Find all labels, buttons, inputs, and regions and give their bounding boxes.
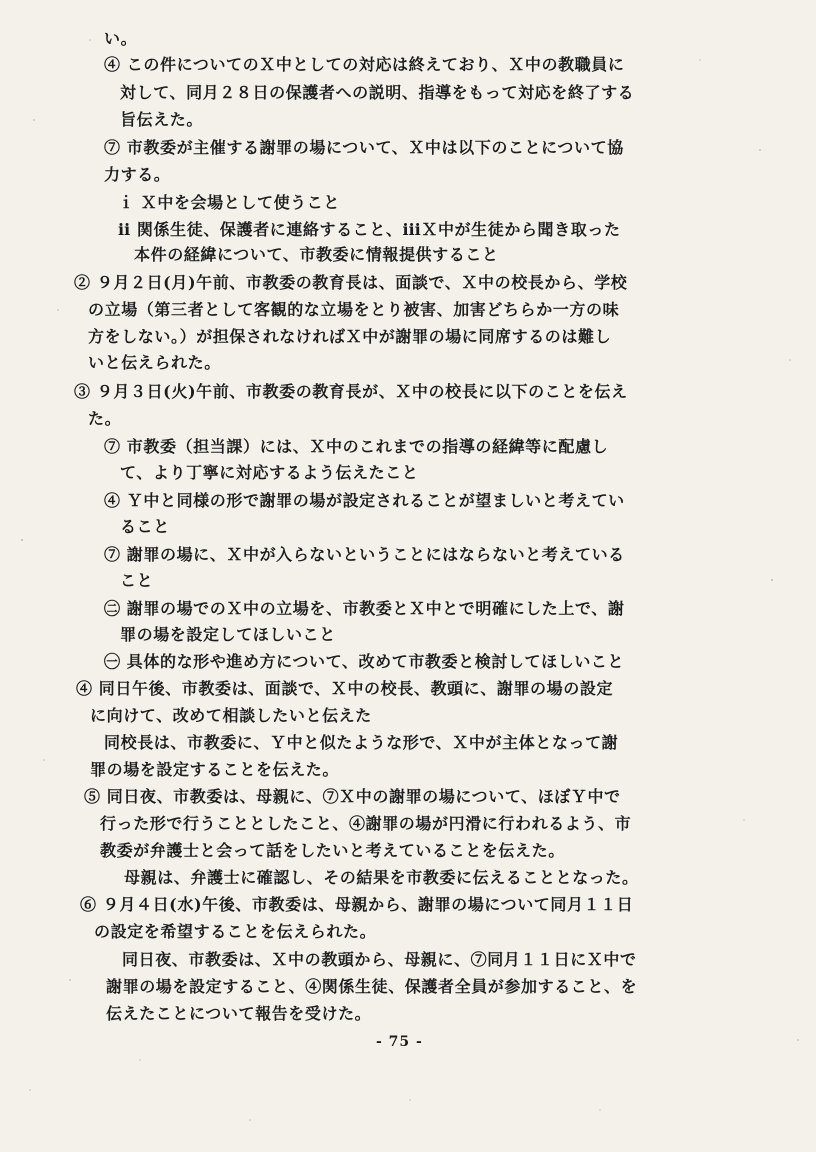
text-line: ③ ９月３日(火)午前、市教委の教育長が、Ｘ中の校長に以下のことを伝え bbox=[74, 382, 628, 401]
text-line: 方をしない。）が担保されなければＸ中が謝罪の場に同席するのは難し bbox=[88, 327, 612, 346]
text-line: ること bbox=[120, 517, 170, 536]
text-line: 教委が弁護士と会って話をしたいと考えていることを伝えた。 bbox=[100, 841, 565, 860]
text-line: ⑦ 市教委が主催する謝罪の場について、Ｘ中は以下のことについて協 bbox=[104, 138, 624, 157]
text-line: ④ Ｙ中と同様の形で謝罪の場が設定されることが望ましいと考えてい bbox=[104, 491, 625, 510]
text-line: いと伝えられた。 bbox=[88, 353, 221, 372]
text-line: ② ９月２日(月)午前、市教委の教育長は、面談で、Ｘ中の校長から、学校 bbox=[74, 273, 628, 292]
text-line: ④ 同日午後、市教委は、面談で、Ｘ中の校長、教頭に、謝罪の場の設定 bbox=[76, 679, 614, 698]
text-line: の設定を希望することを伝えられた。 bbox=[94, 922, 377, 941]
text-line: た。 bbox=[88, 409, 122, 428]
text-line: い。 bbox=[104, 29, 138, 48]
text-line: ㊁ 謝罪の場でのＸ中の立場を、市教委とＸ中とで明確にした上で、謝 bbox=[104, 599, 625, 618]
text-line: ⅱ 関係生徒、保護者に連絡すること、ⅲＸ中が生徒から聞き取った bbox=[118, 220, 621, 239]
text-line: の立場（第三者として客観的な立場をとり被害、加害どちらか一方の味 bbox=[88, 300, 620, 319]
text-line: 同校長は、市教委に、Ｙ中と似たような形で、Ｘ中が主体となって謝 bbox=[104, 733, 619, 752]
text-line: ⑤ 同日夜、市教委は、母親に、⑦Ｘ中の謝罪の場について、ほぼＹ中で bbox=[84, 787, 621, 806]
page-number: - 75 - bbox=[376, 1034, 423, 1050]
text-line: 旨伝えた。 bbox=[120, 110, 204, 129]
text-line: 力する。 bbox=[104, 165, 171, 184]
text-line: に向けて、改めて相談したいと伝えた bbox=[90, 706, 372, 725]
text-line: 行った形で行うこととしたこと、④謝罪の場が円滑に行われるよう、市 bbox=[100, 814, 632, 833]
text-line: 本件の経緯について、市教委に情報提供すること bbox=[134, 245, 499, 264]
text-line: ⑦ 市教委（担当課）には、Ｘ中のこれまでの指導の経緯等に配慮し bbox=[104, 437, 609, 456]
text-line: 母親は、弁護士に確認し、その結果を市教委に伝えることとなった。 bbox=[124, 868, 639, 887]
text-line: ㊀ 具体的な形や進め方について、改めて市教委と検討してほしいこと bbox=[104, 652, 625, 671]
text-line: 罪の場を設定することを伝えた。 bbox=[90, 760, 340, 779]
text-line: 謝罪の場を設定すること、④関係生徒、保護者全員が参加すること、を bbox=[106, 977, 638, 996]
text-line: ⑥ ９月４日(水)午後、市教委は、母親から、謝罪の場について同月１１日 bbox=[80, 895, 634, 914]
text-line: ⑦ 謝罪の場に、Ｘ中が入らないということにはならないと考えている bbox=[104, 545, 625, 564]
text-line: て、より丁寧に対応するよう伝えたこと bbox=[120, 463, 419, 482]
text-line: 伝えたことについて報告を受けた。 bbox=[106, 1004, 372, 1023]
text-line: 対して、同月２８日の保護者への説明、指導をもって対応を終了する bbox=[120, 83, 635, 102]
text-line: 同日夜、市教委は、Ｘ中の教頭から、母親に、⑦同月１１日にＸ中で bbox=[122, 950, 637, 969]
text-line: こと bbox=[120, 571, 154, 590]
text-line: 罪の場を設定してほしいこと bbox=[120, 625, 336, 644]
text-line: ④ この件についてのＸ中としての対応は終えており、Ｘ中の教職員に bbox=[104, 55, 625, 74]
text-line: ｉ Ｘ中を会場として使うこと bbox=[118, 193, 340, 212]
